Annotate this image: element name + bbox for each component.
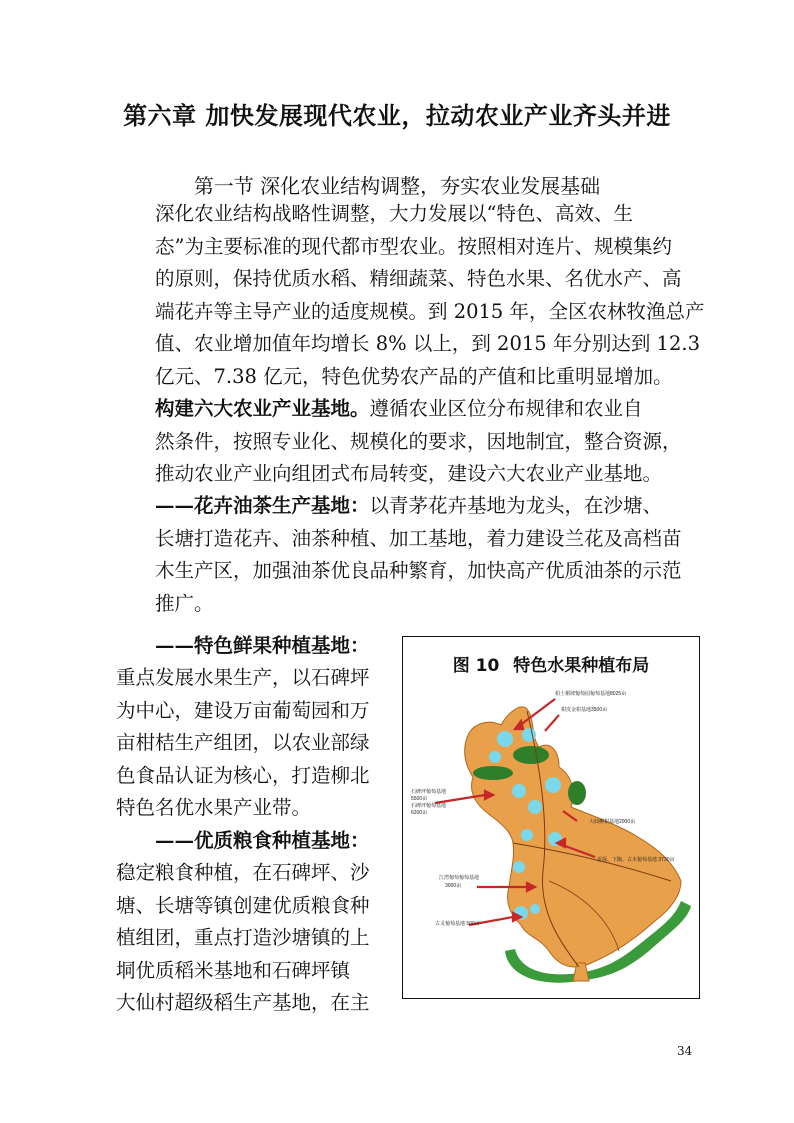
paragraph-heading: 构建六大农业产业基地。 [155,397,370,420]
paragraph-grain-body [116,857,388,1020]
orchard-spot [530,904,540,914]
orchard-spot [497,731,513,747]
text-line: 的原则，保持优质水稻、精细蔬菜、特色水果、名优水产、高 [155,267,682,290]
orchard-spot [528,800,542,814]
paragraph-fresh-fruit [116,630,388,663]
figure-caption [403,651,699,676]
map-label: 石碑坪葡萄基地 [411,789,447,795]
orchard-spot [512,784,526,798]
map-label: 3000亩 [445,883,462,889]
text-line: 重点发展水果生产，以石碑坪 [116,666,370,689]
text-line: 垌优质稻米基地和石碑坪镇 [116,958,351,982]
land-area [465,707,681,967]
text-line: 推广。 [155,591,214,615]
text-line [116,490,694,523]
text-line: 塘、长塘等镇创建优质粮食种 [116,893,370,917]
map-label: 大仙柳柑基地2000亩 [589,819,636,825]
map-label: 石碑坪葡萄基地 [411,803,447,809]
text-run: 以青茅花卉基地为龙头，在沙塘、 [369,494,663,517]
paragraph-agri-structure [116,198,705,393]
map-label: 5500亩 [411,796,428,802]
text-line: 特色名优水果产业带。 [116,796,312,819]
orchard-spot [521,829,533,841]
orchard-spot [513,861,525,873]
text-line: 亿元、7.38 亿元，特色优势农产品的产值和比重明显增加。 [155,364,673,388]
map-label: 6200亩 [411,810,428,816]
text-line: 态”为主要标准的现代都市型农业。按照相对连片、规模集约 [155,234,672,258]
text-line: 木生产区，加强油茶优良品种繁育，加快高产优质油茶的示范 [155,559,682,582]
map-label: 柏土桐坡葡萄园葡萄基地8025亩 [555,691,627,697]
orchard-spot [545,777,561,793]
text-line: 大仙村超级稻生产基地，在主 [116,991,370,1014]
figure-title: 特色水果种植布局 [513,656,650,676]
text-line: 亩柑桔生产组团，以农业部绿 [116,731,370,754]
arrow [545,715,559,731]
map-label: 江湾葡萄葡萄基地 [439,875,480,881]
text-line: 推动农业产业向组团式布局转变，建设六大农业产业基地。 [155,462,663,485]
forest-area [568,781,586,805]
text-line: 端花卉等主导产业的适度规模。到 2015 年，全区农林牧渔总产 [155,299,705,323]
figure-fruit-layout [402,636,700,999]
text-line: 色食品认证为核心，打造柳北 [116,763,370,787]
text-line: 长塘打造花卉、油茶种植、加工基地，着力建设兰花及高档苗 [155,526,682,550]
orchard-spot [489,751,501,763]
forest-area [513,746,549,764]
map-label: 柑皮金柑基地3500亩 [561,707,608,713]
paragraph-flower-oiltea [116,490,694,620]
text-run: 遵循农业区位分布规律和农业自 [369,397,643,420]
paragraph-heading: ——优质粮食种植基地： [155,829,370,852]
text-line [116,393,694,426]
text-line: 稳定粮食种植，在石碑坪、沙 [116,861,370,884]
text-line: 植组团，重点打造沙塘镇的上 [116,926,370,949]
figure-number: 图 10 [452,656,500,676]
paragraph-six-bases [116,393,694,491]
page-number: 34 [677,1044,693,1058]
text-line: 值、农业增加值年均增长 8% 以上，到 2015 年分别达到 12.3 [155,332,700,355]
text-line: 为中心，建设万亩葡萄园和万 [116,698,370,722]
forest-area [473,766,513,780]
paragraph-fresh-fruit-body [116,662,388,825]
section-title: 第一节 深化农业结构调整，夯实农业发展基础 [193,174,601,198]
paragraph-heading: ——花卉油茶生产基地： [155,494,370,517]
district-map [409,681,693,989]
chapter-title: 第六章 加快发展现代农业，拉动农业产业齐头并进 [123,102,671,130]
map-label: 雷保、下陶、古木葡萄基地 3730亩 [597,857,675,863]
map-label: 古灵葡萄基地 500亩 [435,921,480,927]
text-line: 然条件，按照专业化、规模化的要求，因地制宜，整合资源， [155,429,682,453]
paragraph-grain [116,825,388,858]
paragraph-heading: ——特色鲜果种植基地： [155,634,370,657]
text-line: 深化农业结构战略性调整，大力发展以“特色、高效、生 [155,202,633,225]
